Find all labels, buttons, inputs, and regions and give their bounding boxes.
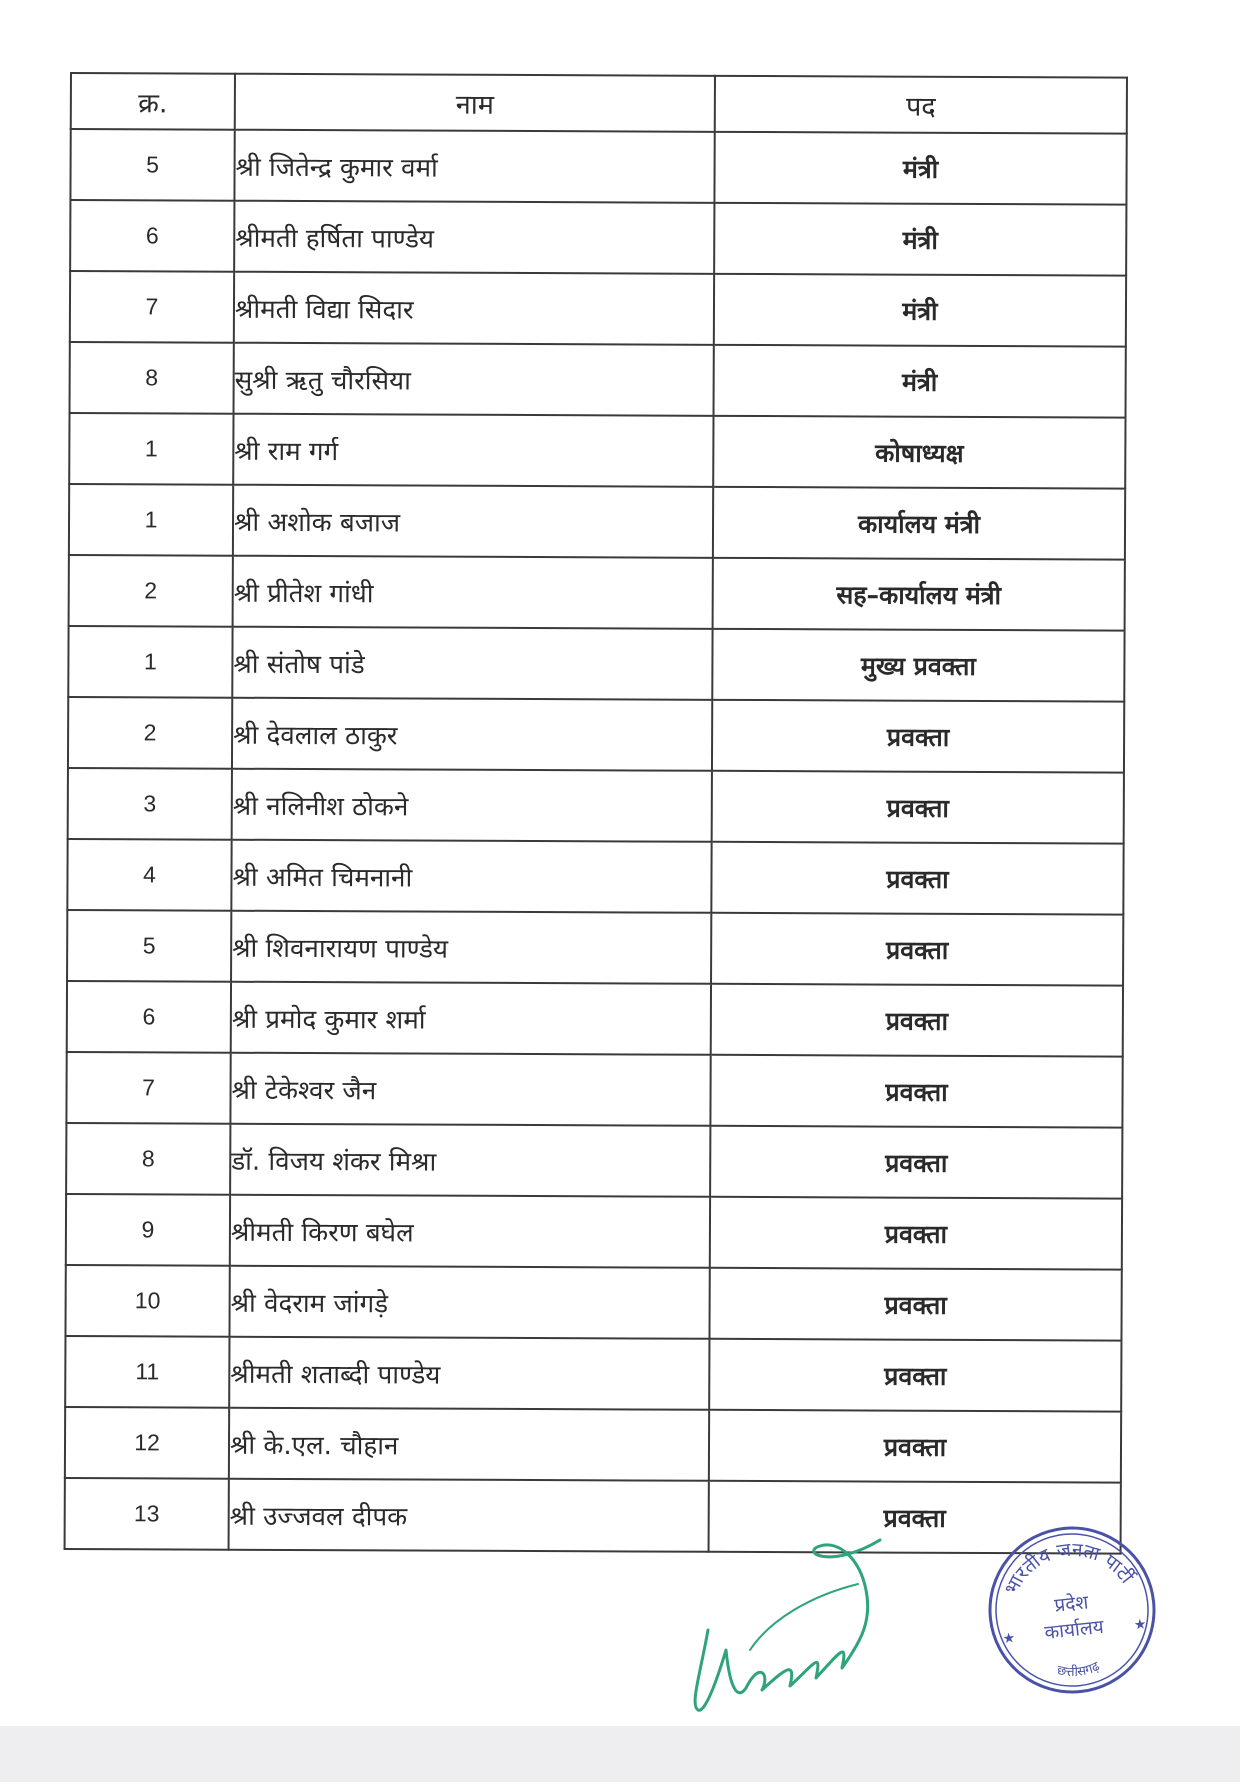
member-post: प्रवक्ता [712,771,1124,844]
table-row [68,626,1124,702]
table-row [66,1052,1122,1128]
row-number: 11 [65,1336,229,1408]
row-number: 9 [66,1194,230,1266]
member-name: श्री राम गर्ग [233,414,713,487]
member-post: मंत्री [714,345,1126,418]
table-row [65,1407,1121,1483]
member-post: कार्यालय मंत्री [713,487,1125,560]
member-name: डॉ. विजय शंकर मिश्रा [230,1124,710,1197]
row-number: 6 [67,981,231,1053]
row-number: 1 [69,484,233,556]
member-post: प्रवक्ता [709,1339,1121,1412]
row-number: 4 [67,839,231,911]
seal-middle-line1: प्रदेश [1053,1591,1090,1617]
member-post: प्रवक्ता [711,984,1123,1057]
member-post: मंत्री [714,132,1126,205]
member-name: श्री उज्जवल दीपक [229,1479,709,1552]
header-post: पद [715,76,1127,134]
table-row [66,1123,1122,1199]
member-name: श्रीमती हर्षिता पाण्डेय [234,201,714,274]
table-row [70,271,1126,347]
member-post: प्रवक्ता [710,1055,1122,1128]
row-number: 1 [68,626,232,698]
member-post: मंत्री [714,203,1126,276]
table-row [65,1265,1121,1341]
row-number: 7 [66,1052,230,1124]
member-name: श्री प्रमोद कुमार शर्मा [231,982,711,1055]
office-bearers-table [64,72,1128,1555]
office-seal-stamp [982,1520,1162,1700]
table-row [69,413,1125,489]
member-name: श्री संतोष पांडे [232,627,712,700]
row-number: 2 [69,555,233,627]
table-row [67,981,1123,1057]
page-bottom-edge [0,1726,1240,1782]
member-name: श्री प्रीतेश गांधी [233,556,713,629]
member-post: प्रवक्ता [710,1197,1122,1270]
row-number: 5 [70,129,234,201]
seal-top-text: भारतीय जनता पार्टी [1000,1538,1138,1599]
member-post: मुख्य प्रवक्ता [712,629,1124,702]
handwritten-signature [690,1500,900,1720]
table-row [66,1194,1122,1270]
member-post: प्रवक्ता [710,1126,1122,1199]
seal-bottom-text: छत्तीसगढ़ [1055,1659,1103,1681]
member-post: कोषाध्यक्ष [713,416,1125,489]
table-row [65,1478,1121,1554]
table-header-row [71,73,1127,134]
member-name: श्रीमती किरण बघेल [230,1195,710,1268]
row-number: 1 [69,413,233,485]
table-row [69,555,1125,631]
member-name: सुश्री ऋतु चौरसिया [234,343,714,416]
row-number: 8 [66,1123,230,1195]
member-name: श्री देवलाल ठाकुर [232,698,712,771]
row-number: 3 [68,768,232,840]
member-post: प्रवक्ता [711,842,1123,915]
table-row [70,342,1126,418]
table-row [65,1336,1121,1412]
member-name: श्री टेकेश्वर जैन [230,1053,710,1126]
member-name: श्री अशोक बजाज [233,485,713,558]
table-row [70,200,1126,276]
member-post: प्रवक्ता [709,1481,1121,1554]
table-row [67,839,1123,915]
member-post: प्रवक्ता [712,700,1124,773]
row-number: 10 [65,1265,229,1337]
member-name: श्री नलिनीश ठोकने [232,769,712,842]
row-number: 12 [65,1407,229,1479]
table-row [67,910,1123,986]
table-row [69,484,1125,560]
seal-middle-line2: कार्यालय [1043,1615,1105,1644]
table-row [68,697,1124,773]
member-name: श्री अमित चिमनानी [231,840,711,913]
member-name: श्री शिवनारायण पाण्डेय [231,911,711,984]
header-number: क्र. [71,73,235,130]
header-name: नाम [235,74,715,132]
row-number: 2 [68,697,232,769]
member-post: मंत्री [714,274,1126,347]
member-name: श्री के.एल. चौहान [229,1408,709,1481]
row-number: 6 [70,200,234,272]
table-row [70,129,1126,205]
member-name: श्री वेदराम जांगड़े [229,1266,709,1339]
row-number: 7 [70,271,234,343]
row-number: 13 [65,1478,229,1550]
member-name: श्रीमती शताब्दी पाण्डेय [229,1337,709,1410]
row-number: 5 [67,910,231,982]
member-post: सह–कार्यालय मंत्री [713,558,1125,631]
row-number: 8 [70,342,234,414]
member-post: प्रवक्ता [709,1410,1121,1483]
member-name: श्रीमती विद्या सिदार [234,272,714,345]
member-name: श्री जितेन्द्र कुमार वर्मा [234,130,714,203]
table-row [68,768,1124,844]
member-post: प्रवक्ता [709,1268,1121,1341]
member-post: प्रवक्ता [711,913,1123,986]
seal-star-icon: ★ [1133,1616,1148,1634]
seal-star-icon: ★ [1001,1630,1017,1648]
